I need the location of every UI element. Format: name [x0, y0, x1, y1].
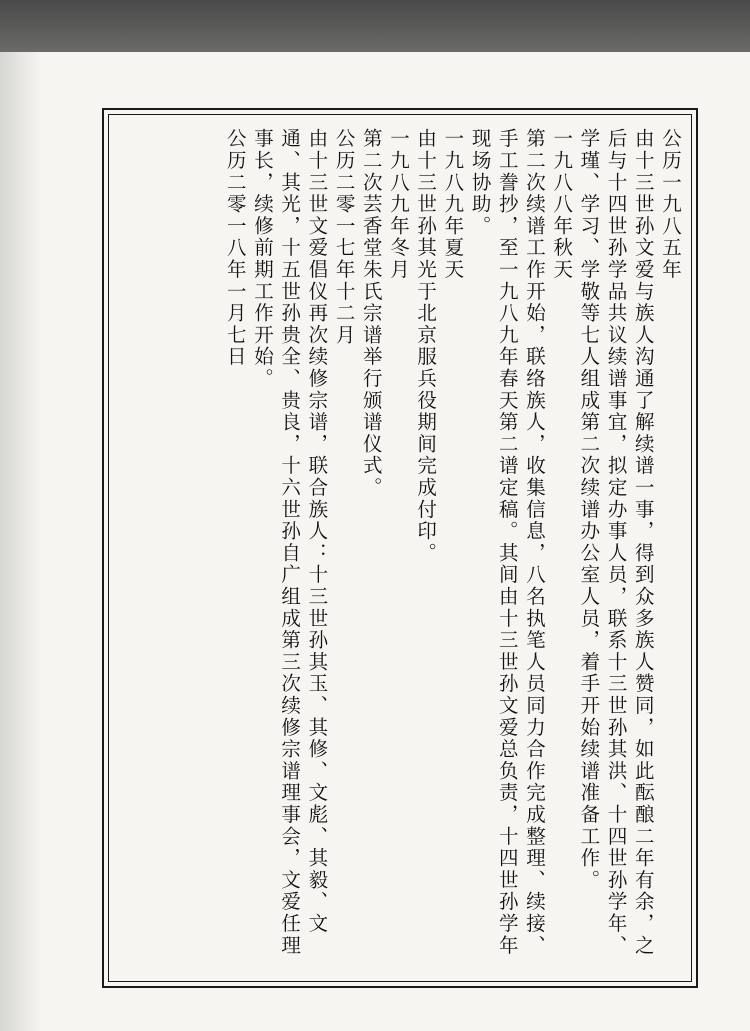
text-column-date-1985: 公历一九八五年 — [659, 128, 682, 281]
text-column-1988-description: 第二次续谱工作开始，联络族人，收集信息，八名执笔人员同力合作完成整理、续接、手工誊抄，至一九八九年春天第二谱定稿。其间由十三世孙文爱总负责，十四世孙学年现场协助。 — [468, 128, 546, 957]
scanner-shadow-left — [0, 52, 40, 1031]
text-column-1989-winter-description: 第二次芸香堂朱氏宗谱举行颁谱仪式。 — [359, 128, 383, 499]
scanner-shadow-top — [0, 0, 750, 52]
text-column-1985-description: 由十三世孙文爱与族人沟通了解续谱一事，得到众多族人赞同，如此酝酿二年有余，之后与十四世孙学品共议续谱事宜，拟定办事人员，联系十三世孙其洪、十四世孙学年、学瑾、学习、学敬等七人组成第二次续谱办公室人员，着手开始续谱准备工作。 — [577, 128, 655, 957]
text-column-date-1989-summer: 一九八九年夏天 — [441, 128, 465, 281]
text-column-2017-description: 由十三世文爱倡仪再次续修宗谱，联合族人：十三世孙其玉、其修、文彪、其毅、文通、其光，十五世孙贵全、贵良，十六世孙自广组成第三次续修宗谱理事会，文爱任理事长，续修前期工作开始。 — [250, 128, 329, 957]
text-column-date-2018: 公历二零一八年一月七日 — [223, 128, 247, 368]
text-column-date-1988: 一九八八年秋天 — [550, 128, 574, 281]
text-column-1989-summer-description: 由十三世孙其光于北京服兵役期间完成付印。 — [414, 128, 438, 564]
text-column-date-2017: 公历二零一七年十二月 — [332, 128, 356, 346]
text-column-date-1989-winter: 一九八九年冬月 — [386, 128, 410, 281]
genealogy-text-block — [116, 128, 684, 978]
